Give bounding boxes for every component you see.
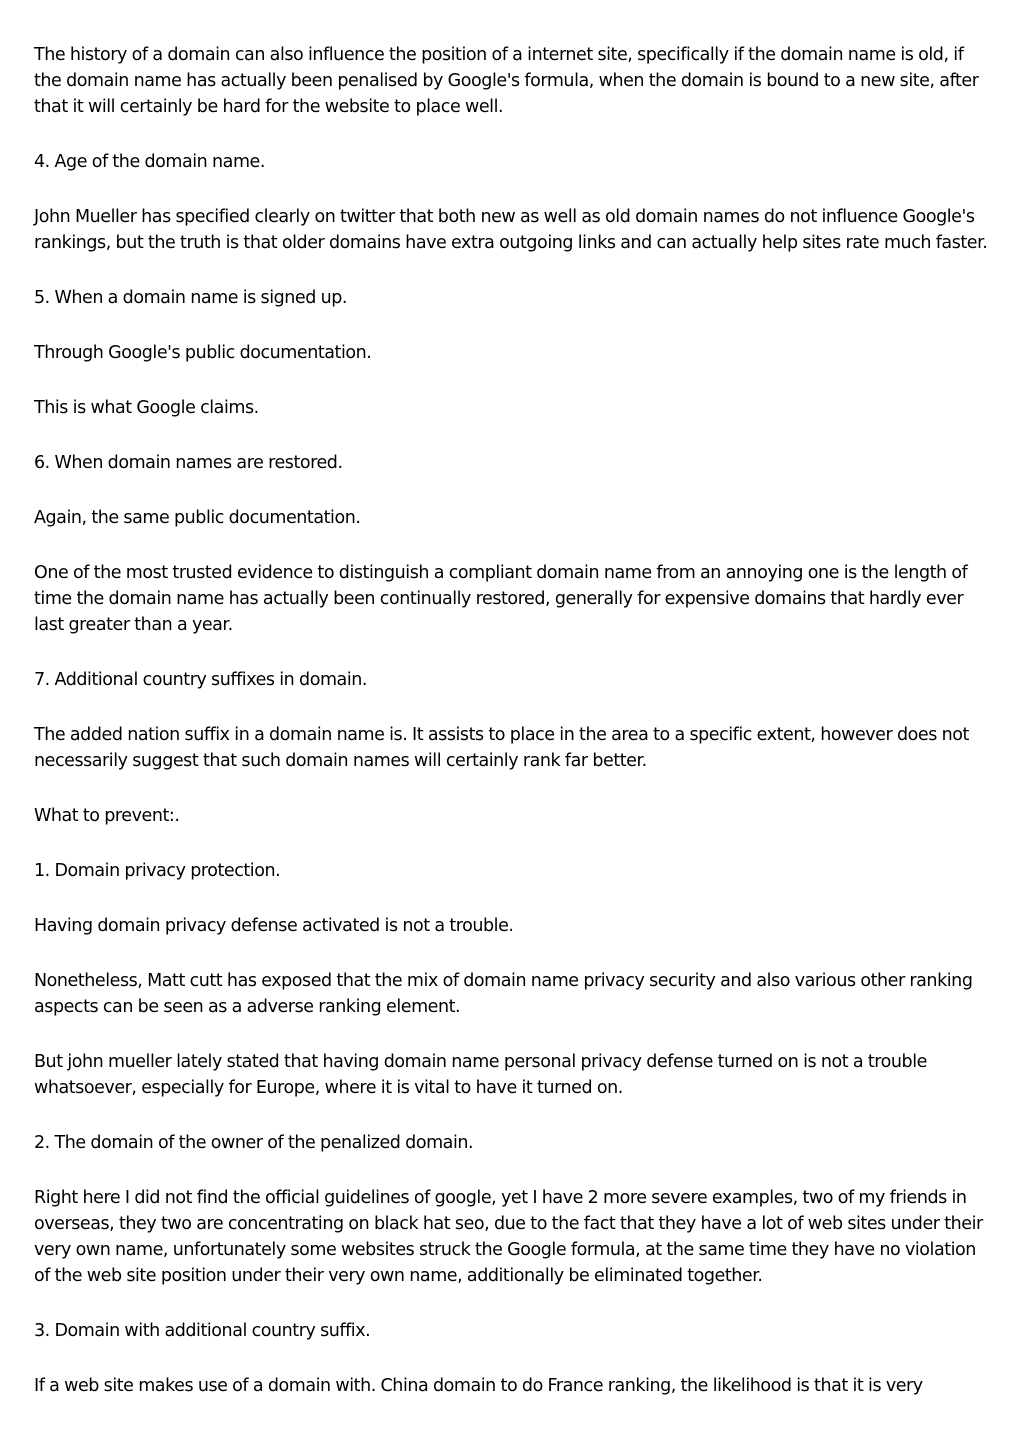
paragraph-matt-cutt: Nonetheless, Matt cutt has exposed that the mix of domain name privacy security and also various other ranking aspects can be seen as a adverse ranking element. bbox=[34, 971, 973, 1017]
heading-domain-privacy: 1. Domain privacy protection. bbox=[34, 861, 281, 881]
paragraph-john-mueller-privacy: But john mueller lately stated that having domain name personal privacy defense turned on is not a trouble whatsoever, especially for Europe, where it is vital to have it turned on. bbox=[34, 1052, 927, 1098]
paragraph-public-documentation: Through Google's public documentation. bbox=[34, 343, 372, 363]
heading-domain-signed-up: 5. When a domain name is signed up. bbox=[34, 288, 348, 308]
heading-penalized-owner: 2. The domain of the owner of the penalized domain. bbox=[34, 1133, 474, 1153]
paragraph-nation-suffix: The added nation suffix in a domain name is. It assists to place in the area to a specific extent, however does not necessarily suggest that such domain names will certainly rank far better. bbox=[34, 725, 969, 771]
heading-age-of-domain: 4. Age of the domain name. bbox=[34, 152, 265, 172]
paragraph-google-claims: This is what Google claims. bbox=[34, 398, 259, 418]
paragraph-privacy-not-trouble: Having domain privacy defense activated is not a trouble. bbox=[34, 916, 514, 936]
paragraph-john-mueller-age: John Mueller has specified clearly on twitter that both new as well as old domain names do not influence Google's rankings, but the truth is that older domains have extra outgoing links and can actually help sites rate much faster. bbox=[34, 207, 988, 253]
heading-country-suffixes: 7. Additional country suffixes in domain. bbox=[34, 670, 367, 690]
paragraph-domain-history: The history of a domain can also influence the position of a internet site, specifically if the domain name is old, if the domain name has actually been penalised by Google's formula, when the domain is bound to a new site, after that it will certainly be hard for the website to place well. bbox=[34, 45, 979, 117]
paragraph-same-documentation: Again, the same public documentation. bbox=[34, 508, 361, 528]
heading-additional-suffix: 3. Domain with additional country suffix. bbox=[34, 1321, 371, 1341]
heading-what-to-prevent: What to prevent:. bbox=[34, 806, 180, 826]
heading-domain-restored: 6. When domain names are restored. bbox=[34, 453, 343, 473]
paragraph-black-hat-examples: Right here I did not find the official guidelines of google, yet I have 2 more severe examples, two of my friends in overseas, they two are concentrating on black hat seo, due to the fact that they have a lot of web sites under their very own name, unfortunately some websites struck the Google formula, at the same time they have no violation of the web site position under their very own name, additionally be eliminated together. bbox=[34, 1188, 983, 1286]
paragraph-china-domain: If a web site makes use of a domain with. China domain to do France ranking, the likelihood is that it is very bbox=[34, 1376, 923, 1396]
paragraph-trusted-evidence: One of the most trusted evidence to distinguish a compliant domain name from an annoying one is the length of time the domain name has actually been continually restored, generally for expensive domains that hardly ever last greater than a year. bbox=[34, 563, 968, 635]
